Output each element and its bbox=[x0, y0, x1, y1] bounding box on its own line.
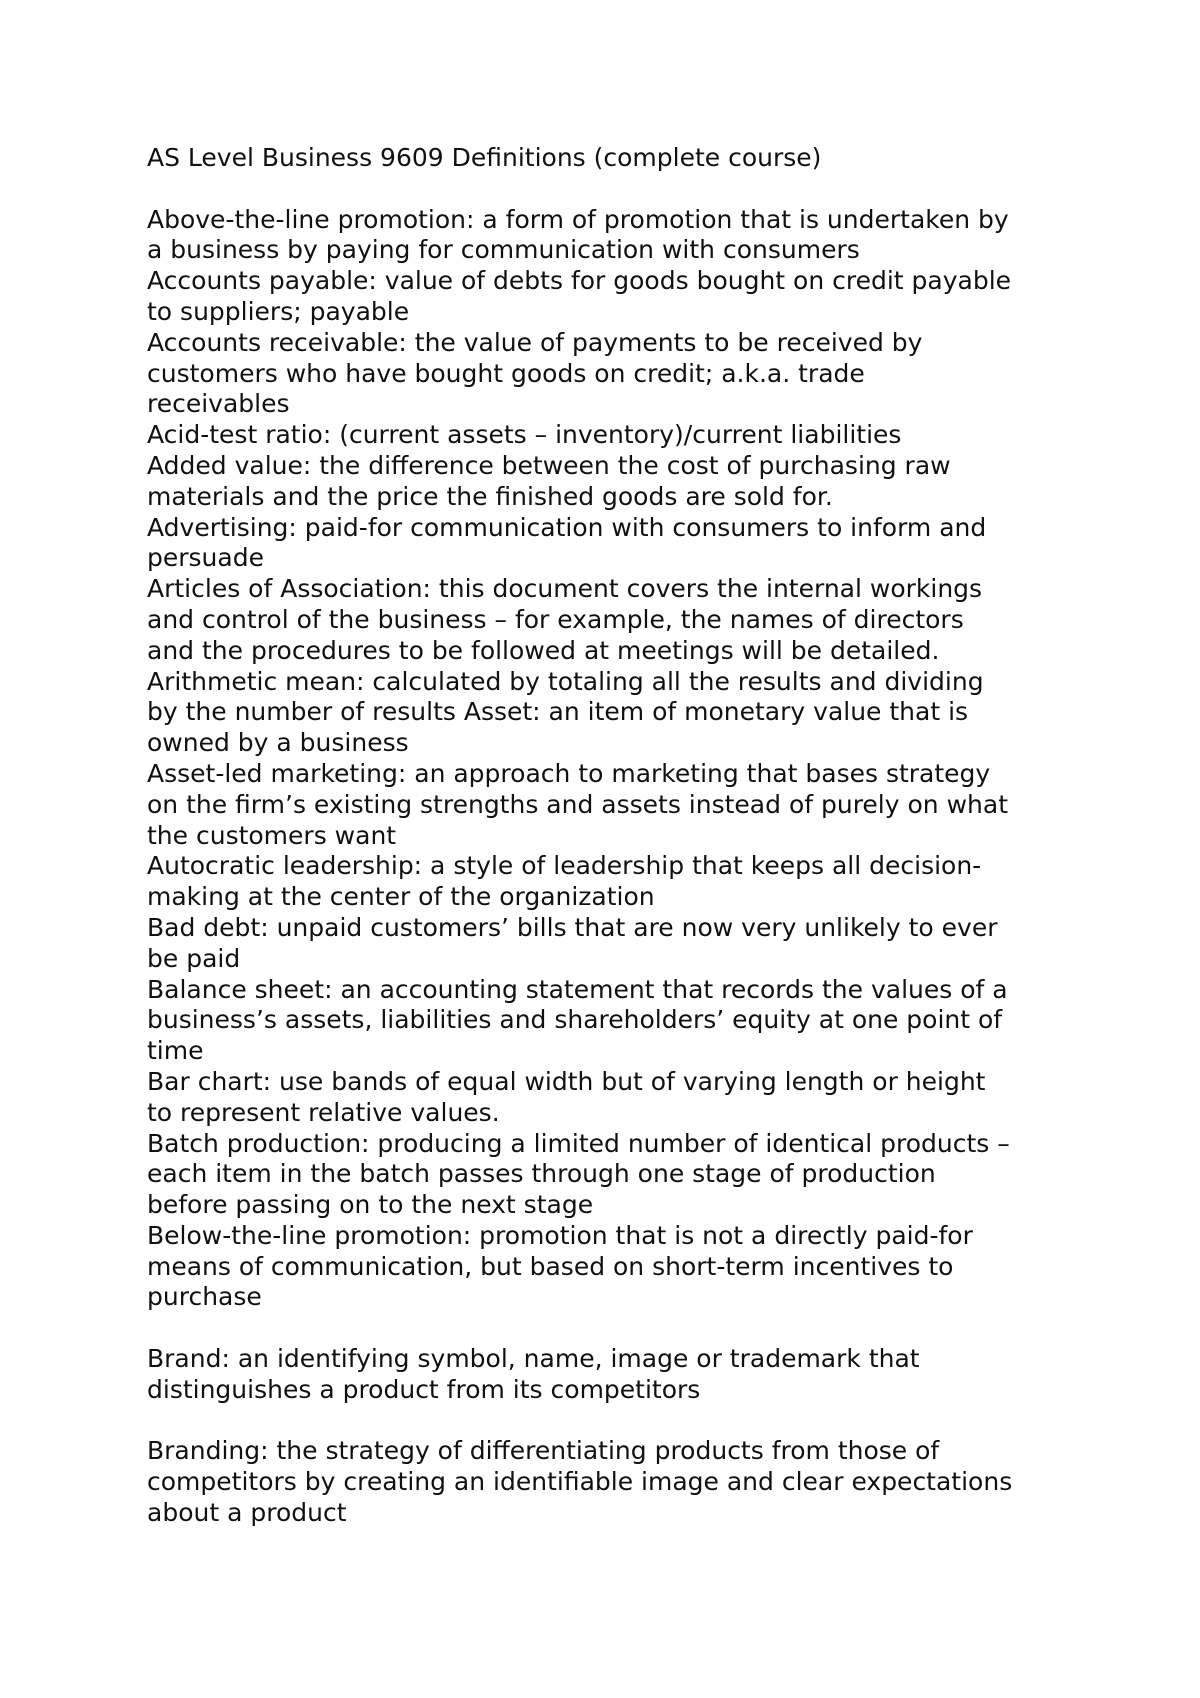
text-line: on the firm’s existing strengths and assets instead of purely on what bbox=[147, 789, 1008, 819]
text-line: about a product bbox=[147, 1498, 347, 1528]
text-line: Below-the-line promotion: promotion that is not a directly paid-for bbox=[147, 1220, 973, 1250]
text-line: Autocratic leadership: a style of leadership that keeps all decision- bbox=[147, 851, 982, 881]
text-line: owned by a business bbox=[147, 728, 409, 758]
text-line: and the procedures to be followed at meetings will be detailed. bbox=[147, 635, 940, 665]
text-line: Balance sheet: an accounting statement that records the values of a bbox=[147, 974, 1008, 1004]
text-line: a business by paying for communication with consumers bbox=[147, 235, 860, 265]
text-line: to represent relative values. bbox=[147, 1097, 500, 1127]
text-line: receivables bbox=[147, 389, 290, 419]
text-line: customers who have bought goods on credit; a.k.a. trade bbox=[147, 358, 865, 388]
document-body bbox=[147, 143, 1077, 1529]
text-line: Accounts payable: value of debts for goods bought on credit payable bbox=[147, 266, 1012, 296]
text-line: to suppliers; payable bbox=[147, 296, 410, 326]
text-line: distinguishes a product from its competitors bbox=[147, 1374, 701, 1404]
text-line: Articles of Association: this document covers the internal workings bbox=[147, 574, 983, 604]
blank-line bbox=[147, 174, 1077, 205]
text-line: be paid bbox=[147, 943, 241, 973]
text-line: Arithmetic mean: calculated by totaling all the results and dividing bbox=[147, 666, 984, 696]
text-line: purchase bbox=[147, 1282, 262, 1312]
text-line: competitors by creating an identifiable image and clear expectations bbox=[147, 1467, 1013, 1497]
text-line bbox=[147, 1313, 1077, 1344]
text-line: each item in the batch passes through one stage of production bbox=[147, 1159, 936, 1189]
text-line: making at the center of the organization bbox=[147, 882, 655, 912]
text-line: and control of the business – for example, the names of directors bbox=[147, 604, 964, 634]
text-line: by the number of results Asset: an item of monetary value that is bbox=[147, 697, 969, 727]
text-line: the customers want bbox=[147, 820, 397, 850]
text-line: time bbox=[147, 1036, 204, 1066]
text-line: Advertising: paid-for communication with consumers to inform and bbox=[147, 512, 987, 542]
text-line: before passing on to the next stage bbox=[147, 1190, 594, 1220]
document-title: AS Level Business 9609 Definitions (complete course) bbox=[147, 143, 822, 172]
text-line: Bad debt: unpaid customers’ bills that are now very unlikely to ever bbox=[147, 912, 998, 942]
text-line: Branding: the strategy of differentiating products from those of bbox=[147, 1436, 940, 1466]
text-line: Accounts receivable: the value of payments to be received by bbox=[147, 327, 923, 357]
text-line: Added value: the difference between the cost of purchasing raw bbox=[147, 450, 951, 480]
text-line: Brand: an identifying symbol, name, image or trademark that bbox=[147, 1344, 920, 1374]
text-line: materials and the price the finished goods are sold for. bbox=[147, 481, 833, 511]
text-line: Batch production: producing a limited number of identical products – bbox=[147, 1128, 1010, 1158]
text-line: Bar chart: use bands of equal width but of varying length or height bbox=[147, 1066, 986, 1096]
text-line: Asset-led marketing: an approach to marketing that bases strategy bbox=[147, 758, 991, 788]
text-line: persuade bbox=[147, 543, 264, 573]
text-line: Above-the-line promotion: a form of promotion that is undertaken by bbox=[147, 204, 1009, 234]
text-line: business’s assets, liabilities and shareholders’ equity at one point of bbox=[147, 1005, 1003, 1035]
text-line: Acid-test ratio: (current assets – inventory)/current liabilities bbox=[147, 420, 902, 450]
definitions-text bbox=[147, 205, 1077, 1529]
text-line: means of communication, but based on short-term incentives to bbox=[147, 1251, 954, 1281]
text-line bbox=[147, 1406, 1077, 1437]
